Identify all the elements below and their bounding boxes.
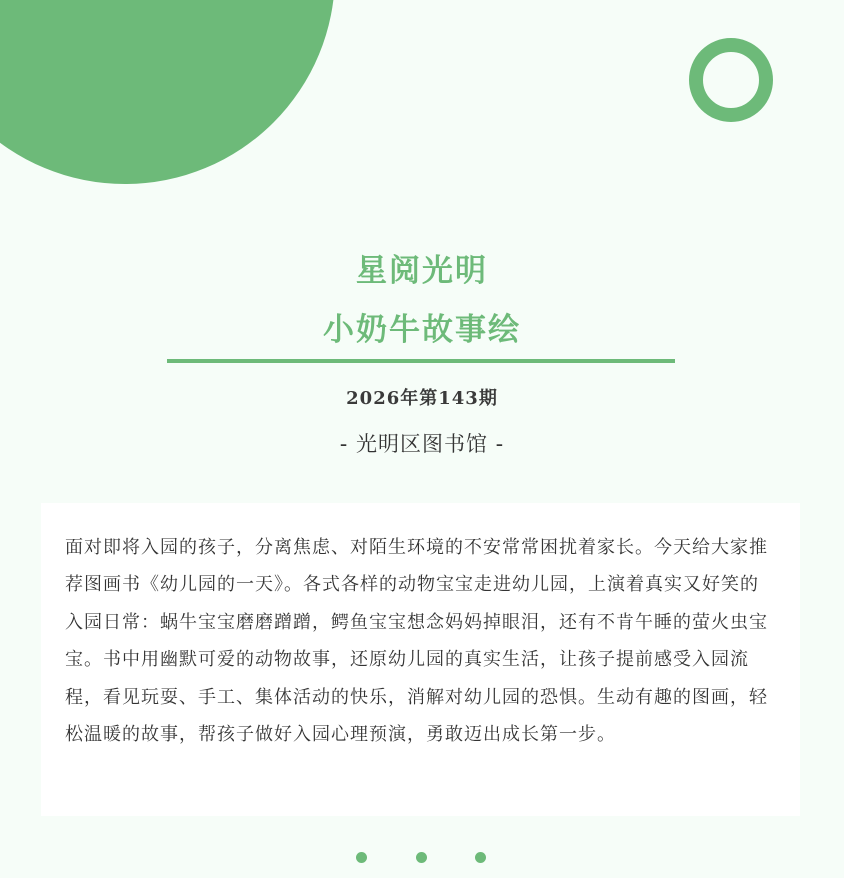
page-dot bbox=[356, 852, 367, 863]
title-divider bbox=[167, 359, 675, 363]
issue-number: 2026年第143期 bbox=[346, 388, 498, 409]
library-name: - 光明区图书馆 - bbox=[339, 432, 505, 456]
title-line-1: 星阅光明 bbox=[356, 253, 488, 289]
article-body: 面对即将入园的孩子，分离焦虑、对陌生环境的不安常常困扰着家长。今天给大家推荐图画书《幼儿园的一天》。各式各样的动物宝宝走进幼儿园，上演着真实又好笑的入园日常：蜗牛宝宝磨磨蹭蹭，鳄鱼宝宝想念妈妈掉眼泪，还有不肯午睡的萤火虫宝宝。书中用幽默可爱的动物故事，还原幼儿园的真实生活，让孩子提前感受入园流程，看见玩耍、手工、集体活动的快乐，消解对幼儿园的恐惧。生动有趣的图画，轻松温暖的故事，帮孩子做好入园心理预演，勇敢迈出成长第一步。 bbox=[65, 537, 768, 746]
decorative-ring bbox=[689, 38, 773, 122]
pagination-dots bbox=[356, 852, 490, 864]
article-card bbox=[41, 503, 800, 816]
title-line-2: 小奶牛故事绘 bbox=[323, 312, 521, 348]
page-dot bbox=[416, 852, 427, 863]
page-dot bbox=[475, 852, 486, 863]
decorative-circle bbox=[0, 0, 335, 184]
